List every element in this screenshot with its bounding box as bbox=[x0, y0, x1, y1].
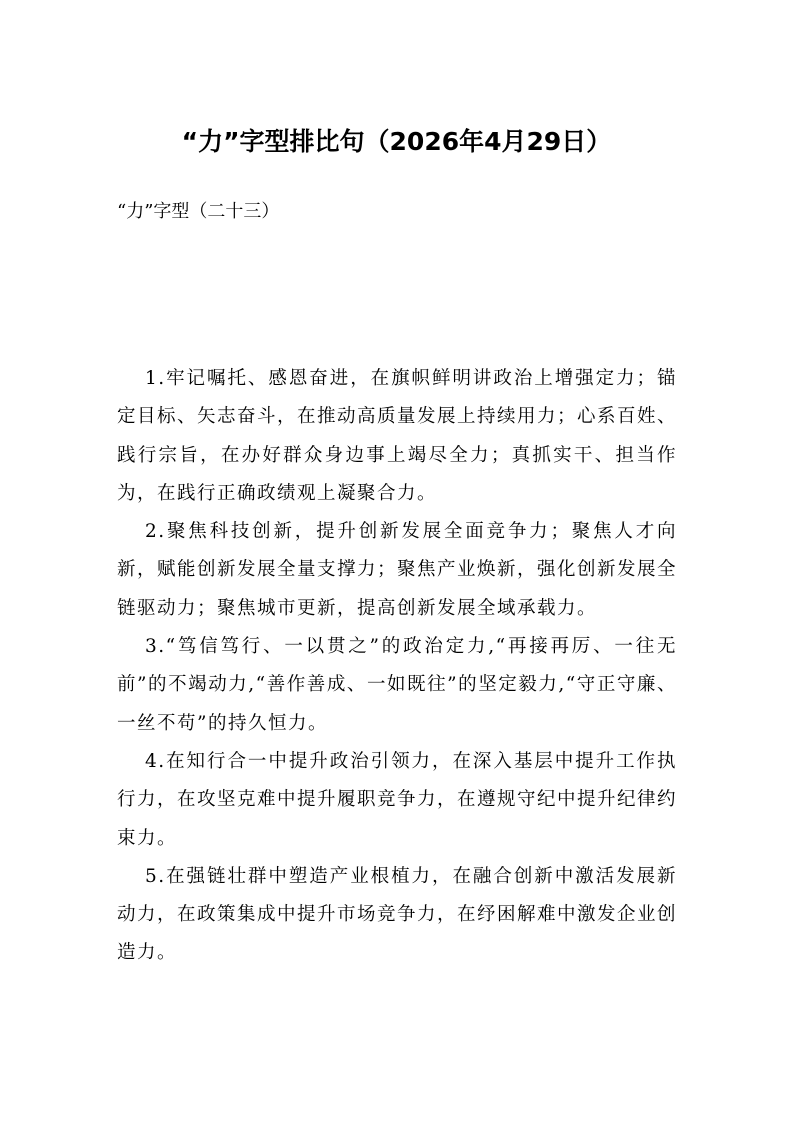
paragraph-3: 3.“笃信笃行、一以贯之”的政治定力,“再接再厉、一往无前”的不竭动力,“善作善成、一如既往”的坚定毅力,“守正守廉、一丝不苟”的持久恒力。 bbox=[117, 636, 677, 734]
paragraph-5: 5.在强链壮群中塑造产业根植力，在融合创新中激活发展新动力，在政策集成中提升市场竞争力，在纾困解难中激发企业创造力。 bbox=[117, 865, 678, 964]
paragraph-4: 4.在知行合一中提升政治引领力，在深入基层中提升工作执行力，在攻坚克难中提升履职竞争力，在遵规守纪中提升纪律约束力。 bbox=[117, 750, 678, 849]
document-subtitle: “力”字型（二十三） bbox=[117, 201, 280, 222]
document-body bbox=[117, 360, 677, 973]
paragraph-2: 2.聚焦科技创新，提升创新发展全面竞争力；聚焦人才向新，赋能创新发展全量支撑力；聚焦产业焕新，强化创新发展全链驱动力；聚焦城市更新，提高创新发展全域承载力。 bbox=[117, 521, 678, 619]
paragraph-1: 1.牢记嘱托、感恩奋进，在旗帜鲜明讲政治上增强定力；锚定目标、矢志奋斗，在推动高质量发展上持续用力；心系百姓、践行宗旨，在办好群众身边事上竭尽全力；真抓实干、担当作为，在践行正确政绩观上凝聚合力。 bbox=[117, 368, 678, 504]
document-title: “力”字型排比句（2026年4月29日） bbox=[181, 127, 612, 156]
